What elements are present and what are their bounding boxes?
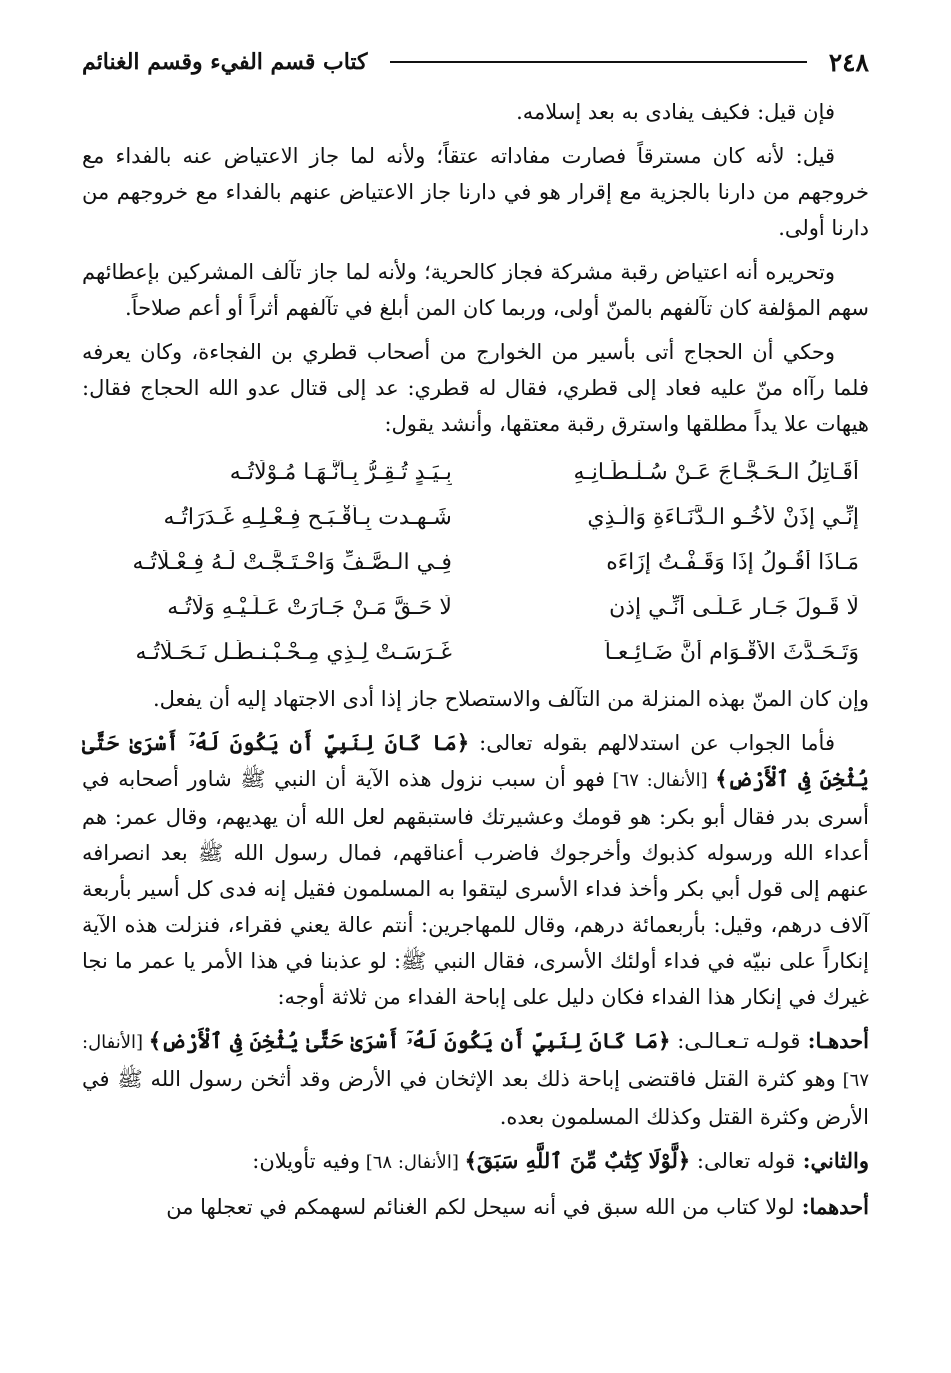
- paragraph-reply: قيل: لأنه كان مسترقاً فصارت مفاداته عتقاً؛ ولأنه لما جاز الاعتياض عنه بالفداء مع خروجهم من دارنا بالجزية مع إقرار هو في دارنا جاز الاعتياض عنهم بالفداء مع خروجهم من دارنا أولى.: [82, 144, 869, 240]
- point-body: وهو كثرة القتل فاقتضى إباحة ذلك بعد الإثخان في الأرض وقد أثخن رسول الله ﷺ في الأرض وكثرة القتل وكذلك المسلمون بعده.: [82, 1067, 869, 1129]
- point-label: والثاني:: [795, 1148, 869, 1173]
- poem-verse: [82, 630, 869, 675]
- paragraph-second-point: [82, 1143, 869, 1181]
- verse-first-half: وَتَـحَـدَّثَ الأَقْـوَام أَنَّ ضَـائِـعـاً: [604, 640, 859, 665]
- verse-reference: [الأنفال: ٦٧]: [605, 770, 716, 791]
- paragraph-answer: [82, 725, 869, 1015]
- poem-verse: [82, 495, 869, 540]
- point-label: أحدهـا:: [800, 1028, 869, 1053]
- verse-second-half: بِـيَـدٍ تُـقِـرُّ بِـأَنَّـهَـا مُـوْلَاتُـه: [229, 460, 452, 485]
- poem-verse: [82, 585, 869, 630]
- point-label: أحدهما:: [794, 1194, 869, 1219]
- quran-verse: ﴿مَا كَانَ لِنَبِيٍّ أَن يَكُونَ لَهُۥٓ أَسْرَىٰ حَتَّىٰ يُثْخِنَ فِى ٱلْأَرْضِ﴾: [148, 1028, 671, 1053]
- verse-reference: [الأنفال: ٦٧]: [82, 1032, 870, 1091]
- running-head: [82, 44, 869, 80]
- answer-body: فهو أن سبب نزول هذه الآية أن النبي ﷺ شاور أصحابه في أسرى بدر فقال أبو بكر: هو قومك وعشيرتك فاستبقهم لعل الله أن يهديهم، وقال عمر: هم أعداء الله ورسوله كذبوك وأخرجوك فاضرب أعناقهم، فمال رسول الله ﷺ بعد انصرافه عنهم إلى قول أبي بكر وأخذ فداء الأسرى ليتقوا به المسلمون فقيل إنه فدى كل أسير بأربعة آلاف درهم، وقيل: بأربعمائة درهم، وقال للمهاجرين: أنتم عالة يعني فقراء، فنزلت هذه الآية إنكاراً على نبيّه في فداء أولئك الأسرى، فقال النبي ﷺ: لو عذبنا في هذا الأمر يا عمر ما نجا غيرك في إنكار هذا الفداء فكان دليل على إباحة الفداء من ثلاثة أوجه:: [82, 767, 869, 1009]
- paragraph-first-interpretation: [82, 1189, 869, 1225]
- verse-first-half: لَا قَـولَ جَـارٍ عَـلَـى أَنِّـي إِذن: [609, 595, 859, 620]
- point-body: لولا كتاب من الله سبق في أنه سيحل لكم الغنائم لسهمكم في تعجلها من: [166, 1195, 795, 1219]
- verse-second-half: لَا حَـقَّ مَـنْ جَـارَتْ عَـلَـيْـهِ وَلَاتُـه: [167, 595, 452, 620]
- poem: [82, 450, 869, 675]
- quran-verse: ﴿لَّوْلَا كِتَٰبٌ مِّنَ ٱللَّهِ سَبَقَ﴾: [464, 1148, 691, 1173]
- point-body: وفيه تأويلان:: [252, 1149, 360, 1173]
- verse-second-half: فِـي الـصَّـفِّ وَاحْـتَـجَّـتْ لَـهُ فِـعْـلَاتُـه: [132, 550, 452, 575]
- verse-reference: [الأنفال: ٦٨]: [360, 1152, 465, 1173]
- quran-verse: ﴿مَا كَانَ لِنَبِيٍّ أَن يَكُونَ لَهُۥٓ أَسْرَىٰ حَتَّىٰ يُثْخِنَ فِى ٱلْأَرْضِ﴾: [82, 730, 869, 791]
- header-rule: [390, 61, 807, 63]
- verse-first-half: مَـاذَا أَقُـولُ إِذَا وَقَـفْـتُ إِزَاءَه: [606, 550, 859, 575]
- paragraph-conclusion: وإن كان المنّ بهذه المنزلة من التآلف والاستصلاح جاز إذا أدى الاجتهاد إليه أن يفعل.: [152, 687, 869, 711]
- paragraph-hajjaj-story: وحكي أن الحجاج أتى بأسير من الخوارج من أصحاب قطري بن الفجاءة، وكان يعرفه فلما رآاه منّ عليه فعاد إلى قطري، فقال له قطري: عد إلى قتال عدو الله الحجاج فقال: هيهات علا يداً مطلقها واسترق رقبة معتقها، وأنشد يقول:: [82, 340, 869, 436]
- paragraph-explanation: وتحريره أنه اعتياض رقبة مشركة فجاز كالحرية؛ ولأنه لما جاز تآلف المشركين بإعطائهم سهم المؤلفة كان تآلفهم بالمنّ أولى، وربما كان المن أبلغ في تآلفهم أثراً أو أعم صلاحاً.: [82, 260, 869, 320]
- paragraph-objection: فإن قيل: فكيف يفادى به بعد إسلامه.: [516, 100, 835, 124]
- point-intro: قوله تعالى:: [690, 1149, 796, 1173]
- verse-second-half: غَـرَسَـتْ لِـذِي مِـحْـبْـنـطَـل نَـحَـلَاتُـه: [135, 640, 452, 665]
- book-title: كتاب قسم الفيء وقسم الغنائم: [82, 49, 368, 75]
- poem-verse: [82, 450, 869, 495]
- answer-intro: فأما الجواب عن استدلالهم بقوله تعالى:: [469, 731, 835, 755]
- verse-first-half: إِنِّـي إِذَنْ لأَخُـو الـدَّنَـاءَةِ وَالَّـذِي: [587, 505, 859, 530]
- point-intro: قولـه تـعـالـى:: [670, 1029, 801, 1053]
- page-number: ٢٤٨: [828, 47, 869, 77]
- verse-second-half: شَـهِـدت بِـأَقْـبَـح فِـعْـلِـهِ غَـدَرَاتُـه: [163, 505, 452, 530]
- verse-first-half: أُقَـاتِلُ الـحَـجَّـاجَ عَـنْ سُـلْـطَـانِـهِ: [573, 460, 859, 485]
- paragraph-first-point: [82, 1023, 869, 1135]
- poem-verse: [82, 540, 869, 585]
